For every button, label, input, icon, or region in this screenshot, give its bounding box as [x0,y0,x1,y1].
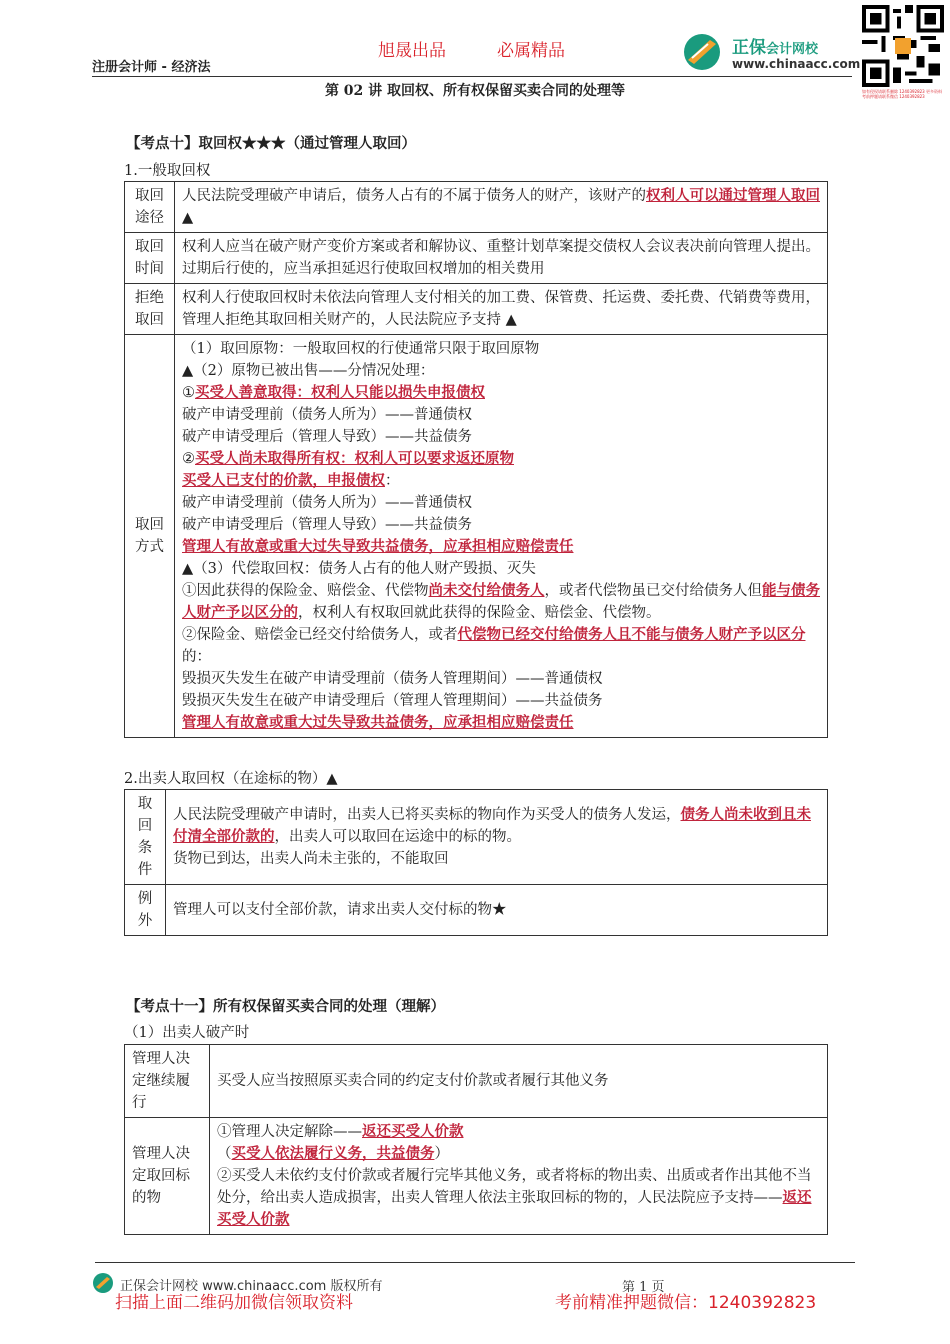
promo-right: 考前精准押题微信：1240392823 [555,1293,817,1313]
row-label: 取回方式 [125,335,175,738]
general-retrieval-table [124,181,828,738]
retention-contract-table [124,1044,828,1235]
table-row [125,790,828,885]
row-content: 权利人行使取回权时未依法向管理人支付相关的加工费、保管费、托运费、委托费、代销费等费用，管理人拒绝其取回相关财产的，人民法院应予支持 ▲ [175,284,828,335]
table-row [125,284,828,335]
slogan-left: 旭晟出品 [378,41,446,61]
row-content: 人民法院受理破产申请时，出卖人已将买卖标的物向作为买受人的债务人发运，债务人尚未收到且未付清全部价款的，出卖人可以取回在运途中的标的物。 货物已到达，出卖人尚未主张的，不能取回 [166,790,828,885]
table-row [125,182,828,233]
row-content: ①管理人决定解除——返还买受人价款 （买受人依法履行义务，共益债务） ②买受人未依约支付价款或者履行完毕其他义务，或者将标的物出卖、出质或者作出其他不当处分，给出卖人造成损害，出卖人管理人依法主张取回标的物的，人民法院应予支持——返还买受人价款 [210,1118,828,1235]
row-label: 取回途径 [125,182,175,233]
row-label: 管理人决定取回标的物 [125,1118,210,1235]
row-content: 权利人应当在破产财产变价方案或者和解协议、重整计划草案提交债权人会议表决前向管理人提出。过期后行使的，应当承担延迟行使取回权增加的相关费用 [175,233,828,284]
table-row [125,233,828,284]
table-row [125,335,828,738]
chinaacc-logo-icon [680,32,726,72]
section-11-sub1: （1）出卖人破产时 [124,1025,250,1041]
footer-page-number: 第 1 页 [622,1280,665,1295]
footer-divider [95,1262,855,1263]
row-label: 取回时间 [125,233,175,284]
logo-name: 正保会计网校 [732,38,819,58]
qr-note: 如有侵权请联系删除 1240392823 更多资料 考前押题请联系微信 1240392823 [862,89,942,99]
row-label: 拒绝取回 [125,284,175,335]
section-11-title: 【考点十一】所有权保留买卖合同的处理（理解） [126,998,445,1015]
promo-left: 扫描上面二维码加微信领取资料 [115,1293,353,1313]
row-content: 人民法院受理破产申请后，债务人占有的不属于债务人的财产，该财产的权利人可以通过管理人取回 ▲ [175,182,828,233]
row-label: 例外 [125,885,166,936]
section-10-title: 【考点十】取回权★★★（通过管理人取回） [126,135,416,152]
row-content: 管理人可以支付全部价款，请求出卖人交付标的物★ [166,885,828,936]
section-10-sub1: 1.一般取回权 [124,163,211,179]
slogan-right: 必属精品 [497,41,565,61]
row-label: 取回条件 [125,790,166,885]
qr-code-icon [862,5,944,87]
row-label: 管理人决定继续履行 [125,1045,210,1118]
table-row [125,1045,828,1118]
footer-logo-icon [92,1272,114,1294]
table-row [125,1118,828,1235]
table-row [125,885,828,936]
section-10-sub2: 2.出卖人取回权（在途标的物）▲ [124,771,338,787]
lecture-title: 第 02 讲 取回权、所有权保留买卖合同的处理等 [324,83,626,99]
header-divider [92,76,852,77]
subject-label: 注册会计师 - 经济法 [92,60,211,75]
logo-url: www.chinaacc.com [732,57,861,71]
row-content: 买受人应当按照原买卖合同的约定支付价款或者履行其他义务 [210,1045,828,1118]
row-content: （1）取回原物：一般取回权的行使通常只限于取回原物 ▲（2）原物已被出售——分情况处理： ①买受人善意取得：权利人只能以损失申报债权 破产申请受理前（债务人所为）——普通债权 破产申请受理后（管理人导致）——共益债务 ②买受人尚未取得所有权：权利人可以要求返还原物 买受人已支付的价款，申报债权： 破产申请受理前（债务人所为）——普通债权 破产申请受理后（管理人导致）——共益债务 管理人有故意或重大过失导致共益债务，应承担相应赔偿责任 ▲（3）代偿取回权：债务人占有的他人财产毁损、灭失 ①因此获得的保险金、赔偿金、代偿物尚未交付给债务人，或者代偿物虽已交付给债务人但能与债务人财产予以区分的，权利人有权取回就此获得的保险金、赔偿金、代偿物。 ②保险金、赔偿金已经交付给债务人，或者代偿物已经交付给债务人且不能与债务人财产予以区分的： 毁损灭失发生在破产申请受理前（债务人管理期间）——普通债权 毁损灭失发生在破产申请受理后（管理人管理期间）——共益债务 管理人有故意或重大过失导致共益债务，应承担相应赔偿责任 [175,335,828,738]
seller-retrieval-table [124,789,828,936]
footer-copyright: 正保会计网校 www.chinaacc.com 版权所有 [120,1279,383,1294]
